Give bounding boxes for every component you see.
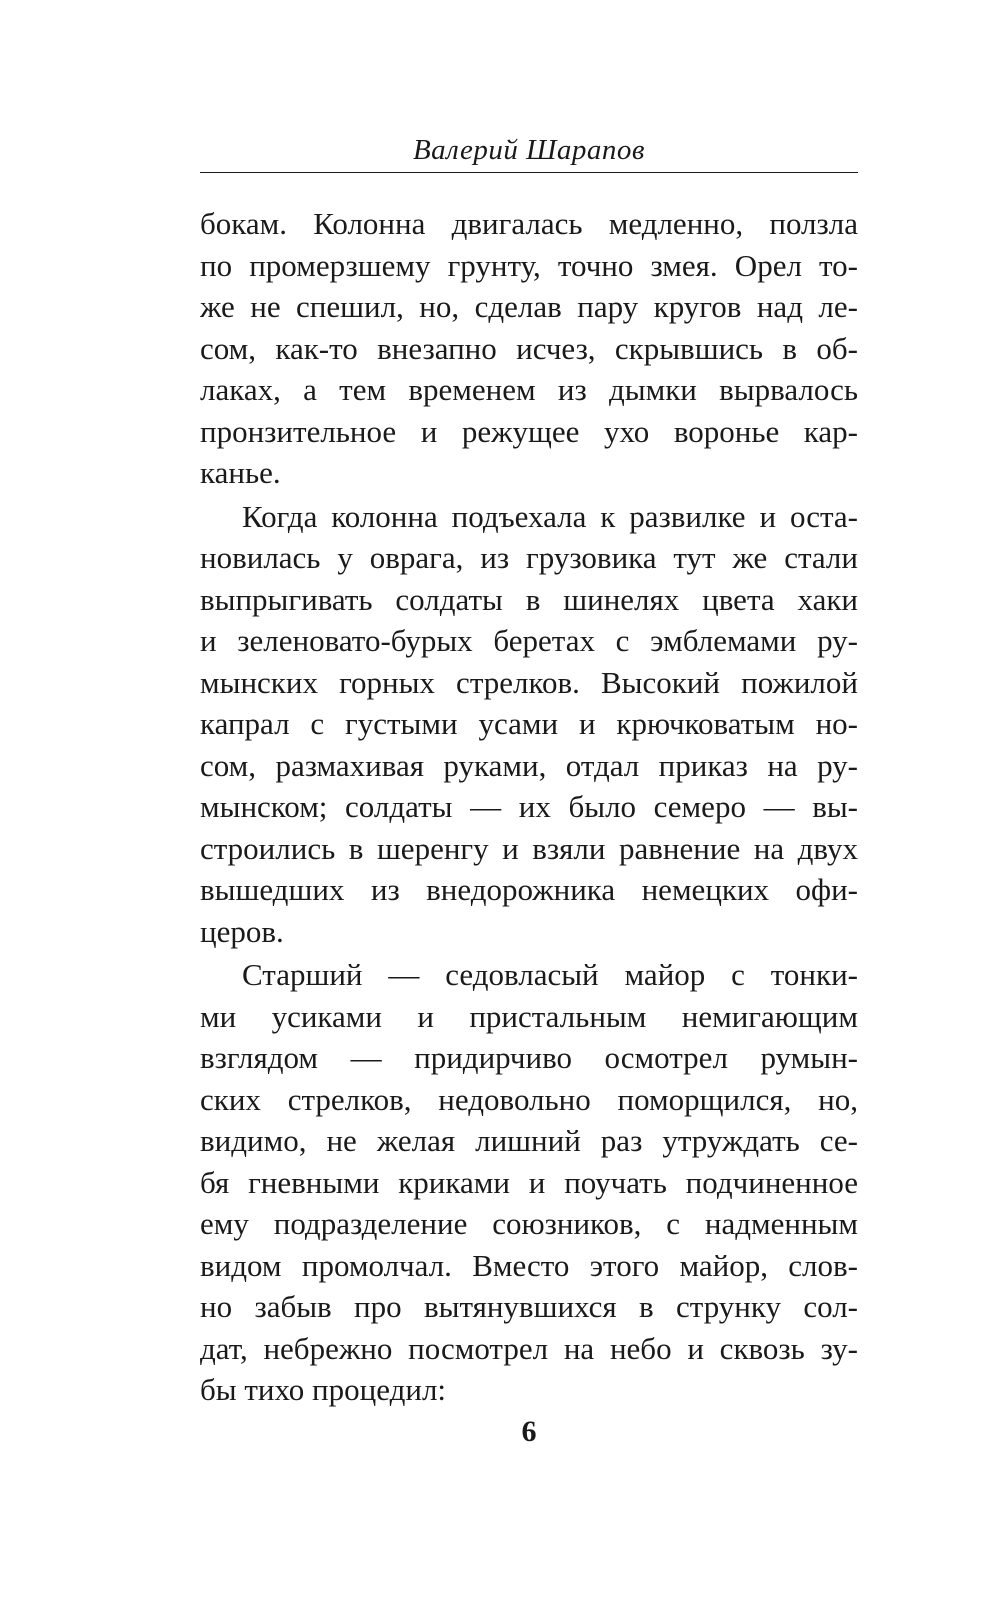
text-line: капрал с густыми усами и крючковатым но- xyxy=(200,706,858,741)
text-line: же не спешил, но, сделав пару кругов над ле- xyxy=(200,289,858,324)
paragraph-2 xyxy=(200,496,858,953)
text-line: ских стрелков, недовольно поморщился, но, xyxy=(200,1081,858,1117)
text-line: вышедших из внедорожника немецких офи- xyxy=(200,872,858,907)
text-line: бы тихо процедил: xyxy=(200,1372,447,1407)
text-line: но забыв про вытянувшихся в струнку сол- xyxy=(200,1289,858,1324)
text-line: видимо, не желая лишний раз утруждать се- xyxy=(200,1123,858,1158)
text-line: лаках, а тем временем из дымки вырвалось xyxy=(200,372,858,407)
text-line: взглядом — придирчиво осмотрел румын- xyxy=(200,1040,858,1075)
text-line: мынских горных стрелков. Высокий пожилой xyxy=(200,664,858,700)
text-line: дат, небрежно посмотрел на небо и сквозь зу- xyxy=(200,1330,858,1366)
text-line: Старший — седовласый майор с тонки- xyxy=(242,957,858,992)
text-line: новилась у оврага, из грузовика тут же стали xyxy=(200,540,858,575)
paragraph-1 xyxy=(200,203,858,494)
text-line: сом, как-то внезапно исчез, скрывшись в об- xyxy=(200,330,858,366)
text-line: канье. xyxy=(200,455,281,490)
text-line: мынском; солдаты — их было семеро — вы- xyxy=(200,789,858,824)
text-line: по промерзшему грунту, точно змея. Орел то- xyxy=(200,247,858,283)
page-number: 6 xyxy=(521,1415,537,1448)
paragraph-3 xyxy=(200,954,858,1411)
text-line: церов. xyxy=(200,913,284,949)
text-line: пронзительное и режущее ухо воронье кар- xyxy=(200,413,858,449)
text-line: сом, размахивая руками, отдал приказ на ру- xyxy=(200,747,858,783)
text-line: и зеленовато-бурых беретах с эмблемами ру- xyxy=(200,623,858,658)
header-divider xyxy=(200,172,858,173)
text-line: видом промолчал. Вместо этого майор, слов- xyxy=(200,1247,858,1283)
text-line: выпрыгивать солдаты в шинелях цвета хаки xyxy=(200,581,858,617)
text-line: Когда колонна подъехала к развилке и оста- xyxy=(242,498,858,534)
text-line: бокам. Колонна двигалась медленно, ползла xyxy=(200,206,858,241)
text-line: бя гневными криками и поучать подчиненное xyxy=(200,1164,858,1200)
running-header-author: Валерий Шарапов xyxy=(412,134,646,166)
body-text xyxy=(200,203,858,1411)
text-line: ми усиками и пристальным немигающим xyxy=(200,998,858,1034)
text-line: ему подразделение союзников, с надменным xyxy=(200,1206,858,1241)
text-line: строились в шеренгу и взяли равнение на двух xyxy=(200,830,858,866)
